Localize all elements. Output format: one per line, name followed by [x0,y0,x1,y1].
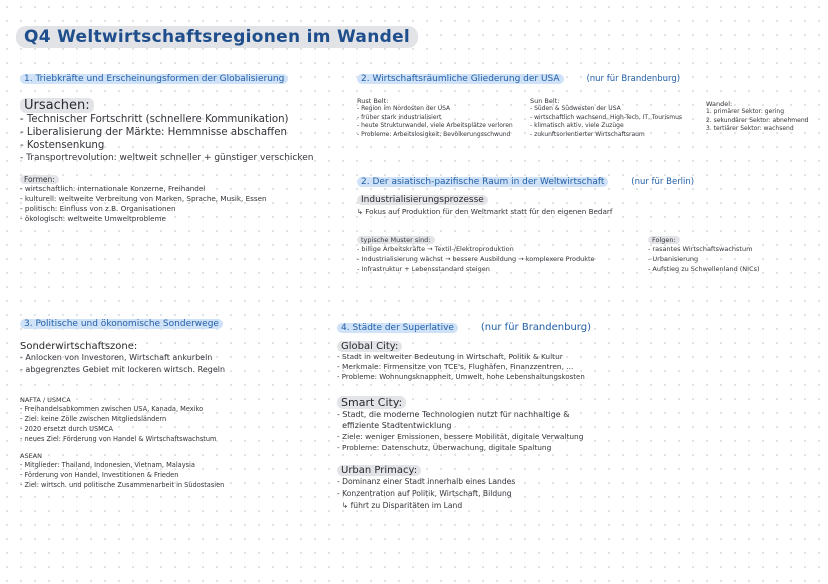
urban-primacy-line: - Dominanz einer Stadt innerhalb eines Landes [337,477,516,486]
section-1-heading: 1. Triebkräfte und Erscheinungsformen der Globalisierung [20,74,288,84]
sez-line: - abgegrenztes Gebiet mit lockeren wirtsch. Regeln [20,365,226,374]
nafta-line: - 2020 ersetzt durch USMCA [20,425,113,433]
sez-title: Sonderwirtschaftszone: [20,341,138,352]
section-2-heading: 2. Wirtschaftsräumliche Gliederung der USA [357,74,564,84]
sun-belt-line: - zukunftsorientierter Wirtschaftsraum [530,130,645,138]
formen-line: - kulturell: weltweite Verbreitung von Marken, Sprache, Musik, Essen [20,194,267,203]
ursachen-line: - Liberalisierung der Märkte: Hemmnisse abschaffen [20,127,287,138]
formen-title: Formen: [20,175,59,184]
rust-belt-block [357,97,513,139]
global-city-line: - Merkmale: Firmensitze von TCE's, Flughäfen, Finanzzentren, ... [337,362,574,371]
asean-line: - Mitglieder: Thailand, Indonesien, Vietnam, Malaysia [20,461,195,469]
formen-line: - ökologisch: weltweite Umweltprobleme [20,214,166,223]
sez-line: - Anlocken von Investoren, Wirtschaft ankurbeln [20,353,213,362]
rust-belt-line: - Region im Nordosten der USA [357,105,451,112]
ursachen-line: - Technischer Fortschritt (schnellere Kommunikation) [20,114,289,125]
muster-line: - Industrialisierung wächst → bessere Ausbildung → komplexere Produkte [357,255,595,263]
smart-city-line: - Probleme: Datenschutz, Überwachung, digitale Spaltung [337,443,552,452]
page-title: Q4 Weltwirtschaftsregionen im Wandel [16,26,418,48]
urban-primacy-line: - Konzentration auf Politik, Wirtschaft, Bildung [337,489,512,498]
wandel-line: 3. tertiärer Sektor: wachsend [706,125,794,133]
sun-belt-line: - Süden & Südwesten der USA [530,105,621,112]
formen-line: - wirtschaftlich: internationale Konzerne, Freihandel [20,184,206,193]
ursachen-title: Ursachen: [20,98,94,113]
section-1 [20,74,330,224]
folgen-title: Folgen: [648,236,680,244]
section-2-usa [357,74,817,84]
muster-title: typische Muster sind: [357,236,435,244]
folgen-block [648,236,760,274]
sun-belt-line: - klimatisch aktiv, viele Zuzüge [530,122,624,130]
section-4 [337,322,817,512]
wandel-title: Wandel: [706,100,733,108]
smart-city-line: effiziente Stadtentwicklung [337,421,452,430]
industrialisierung-title: Industrialisierungsprozesse [357,195,488,205]
section-3-heading: 3. Politische und ökonomische Sonderwege [20,319,223,329]
folgen-line: - Urbanisierung [648,255,699,263]
rust-belt-line: - heute Strukturwandel, viele Arbeitsplätze verloren [357,122,513,130]
section-4-note: (nur für Brandenburg) [480,322,591,333]
folgen-line: - Aufstieg zu Schwellenland (NICs) [648,265,760,273]
section-4-heading: 4. Städte der Superlative [337,323,458,333]
wandel-line: 2. sekundärer Sektor: abnehmend [706,116,809,124]
asean-line: - Förderung von Handel, Investitionen & Frieden [20,471,179,479]
sun-belt-line: - wirtschaftlich wachsend, High-Tech, IT, Tourismus [530,113,683,121]
muster-line: - Infrastruktur + Lebensstandard steigen [357,265,490,273]
nafta-title: NAFTA / USMCA [20,396,71,404]
sun-belt-block [530,97,682,139]
muster-line: - billige Arbeitskräfte → Textil-/Elektroproduktion [357,245,514,253]
muster-block [357,236,595,274]
wandel-line: 1. primärer Sektor: gering [706,108,785,115]
section-2b-note: (nur für Berlin) [631,177,695,187]
smart-city-line: - Stadt, die moderne Technologien nutzt für nachhaltige & [337,410,570,419]
rust-belt-line: - früher stark industrialisiert [357,113,442,121]
section-2-asia [357,177,817,217]
rust-belt-title: Rust Belt: [357,97,389,105]
wandel-block [706,100,808,134]
urban-primacy-title: Urban Primacy: [337,465,421,476]
formen-line: - politisch: Einfluss von z.B. Organisationen [20,204,176,213]
section-2b-heading: 2. Der asiatisch-pazifische Raum in der Weltwirtschaft [357,177,608,187]
section-2-note: (nur für Brandenburg) [586,74,681,84]
smart-city-title: Smart City: [337,396,406,409]
global-city-line: - Stadt in weltweiter Bedeutung in Wirtschaft, Politik & Kultur [337,352,563,361]
ursachen-line: - Transportrevolution: weltweit schneller + günstiger verschicken [20,153,314,163]
nafta-line: - Ziel: keine Zölle zwischen Mitgliedsländern [20,415,167,423]
global-city-title: Global City: [337,341,402,352]
nafta-line: - neues Ziel: Förderung von Handel & Wirtschaftswachstum [20,435,217,443]
nafta-line: - Freihandelsabkommen zwischen USA, Kanada, Mexiko [20,405,204,413]
folgen-line: - rasantes Wirtschaftswachstum [648,245,753,253]
industrialisierung-line: ↳ Fokus auf Produktion für den Weltmarkt statt für den eigenen Bedarf [357,207,613,216]
urban-primacy-line: ↳ führt zu Disparitäten im Land [337,501,463,510]
sun-belt-title: Sun Belt: [530,97,560,105]
global-city-line: - Probleme: Wohnungsknappheit, Umwelt, hohe Lebenshaltungskosten [337,373,585,381]
section-3 [20,319,330,490]
asean-line: - Ziel: wirtsch. und politische Zusammenarbeit in Südostasien [20,481,225,489]
rust-belt-line: - Probleme: Arbeitslosigkeit, Bevölkerungsschwund [357,130,511,138]
smart-city-line: - Ziele: weniger Emissionen, bessere Mobilität, digitale Verwaltung [337,432,584,441]
asean-title: ASEAN [20,452,42,460]
ursachen-line: - Kostensenkung [20,140,105,151]
